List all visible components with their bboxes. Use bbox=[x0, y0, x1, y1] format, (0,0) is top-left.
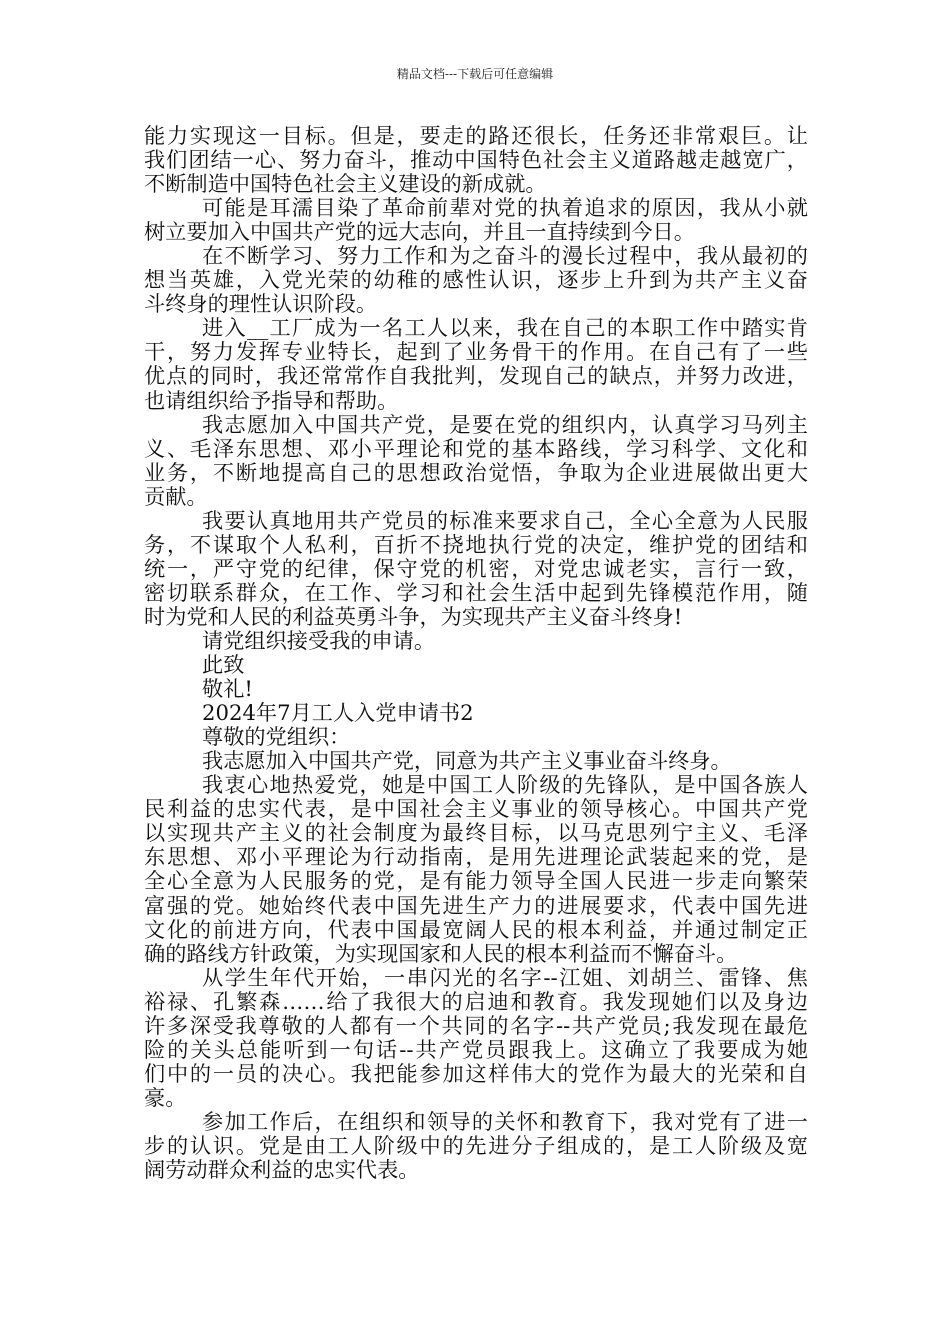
text-line: 密切联系群众，在工作、学习和社会生活中起到先锋模范作用，随 bbox=[144, 579, 808, 605]
text-line: 我志愿加入中国共产党，是要在党的组织内，认真学习马列主 bbox=[202, 411, 808, 437]
text-line: 以实现共产主义的社会制度为最终目标，以马克思列宁主义、毛泽 bbox=[144, 820, 808, 846]
text-line: 我要认真地用共产党员的标准来要求自己，全心全意为人民服 bbox=[202, 507, 808, 533]
text-line: 尊敬的党组织： bbox=[202, 724, 351, 750]
text-line: 不断制造中国特色社会主义建设的新成就。 bbox=[144, 171, 547, 197]
text-line: 阔劳动群众利益的忠实代表。 bbox=[144, 1157, 420, 1183]
text-line: 全心全意为人民服务的党，是有能力领导全国人民进一步走向繁荣 bbox=[144, 868, 808, 894]
page-header: 精品文档---下载后可任意编辑 bbox=[396, 67, 554, 81]
text-line: 敬礼! bbox=[202, 676, 253, 702]
text-line: 富强的党。她始终代表中国先进生产力的进展要求，代表中国先进 bbox=[144, 892, 808, 918]
text-line: 豪。 bbox=[144, 1084, 187, 1110]
text-line: 裕禄、孔繁森……给了我很大的启迪和教育。我发现她们以及身边 bbox=[144, 988, 808, 1014]
text-line: 文化的前进方向，代表中国最宽阔人民的根本利益，并通过制定正 bbox=[144, 916, 808, 942]
text-line: 此致 bbox=[202, 652, 245, 678]
text-line: 时为党和人民的利益英勇斗争，为实现共产主义奋斗终身! bbox=[144, 603, 683, 629]
text-line: 东思想、邓小平理论为行动指南，是用先进理论武装起来的党，是 bbox=[144, 844, 808, 870]
text-line: 2024年7月工人入党申请书2 bbox=[202, 700, 474, 726]
text-line: 步的认识。党是由工人阶级中的先进分子组成的，是工人阶级及宽 bbox=[144, 1132, 808, 1158]
text-line: 许多深受我尊敬的人都有一个共同的名字--共产党员;我发现在最危 bbox=[144, 1012, 808, 1038]
text-line: 贡献。 bbox=[144, 483, 208, 509]
text-line: 义、毛泽东思想、邓小平理论和党的基本路线，学习科学、文化和 bbox=[144, 435, 808, 461]
text-line: 优点的同时，我还常常作自我批判，发现自己的缺点，并努力改进， bbox=[144, 363, 808, 389]
text-line: 也请组织给予指导和帮助。 bbox=[144, 387, 399, 413]
text-line: 能力实现这一目标。但是，要走的路还很长，任务还非常艰巨。让 bbox=[144, 123, 808, 148]
text-line: 可能是耳濡目染了革命前辈对党的执着追求的原因，我从小就 bbox=[202, 195, 808, 221]
text-line: 我衷心地热爱党，她是中国工人阶级的先锋队，是中国各族人 bbox=[202, 772, 808, 798]
document-body bbox=[144, 124, 808, 1182]
text-line: 们中的一员的决心。我把能参加这样伟大的党作为最大的光荣和自 bbox=[144, 1060, 808, 1086]
text-line: 参加工作后，在组织和领导的关怀和教育下，我对党有了进一 bbox=[202, 1108, 808, 1134]
text-line: 请党组织接受我的申请。 bbox=[202, 627, 436, 653]
text-line: 树立要加入中国共产党的远大志向，并且一直持续到今日。 bbox=[144, 219, 695, 245]
text-line: 在不断学习、努力工作和为之奋斗的漫长过程中，我从最初的 bbox=[202, 243, 808, 269]
text-line: 从学生年代开始，一串闪光的名字--江姐、刘胡兰、雷锋、焦 bbox=[202, 964, 808, 990]
text-line: 进入__工厂成为一名工人以来，我在自己的本职工作中踏实肯 bbox=[202, 315, 808, 341]
text-line: 干，努力发挥专业特长，起到了业务骨干的作用。在自己有了一些 bbox=[144, 339, 808, 365]
text-line: 我们团结一心、努力奋斗，推动中国特色社会主义道路越走越宽广， bbox=[144, 147, 808, 173]
text-line: 确的路线方针政策，为实现国家和人民的根本利益而不懈奋斗。 bbox=[144, 940, 738, 966]
text-line: 务，不谋取个人私利，百折不挠地执行党的决定，维护党的团结和 bbox=[144, 531, 808, 557]
text-line: 想当英雄，入党光荣的幼稚的感性认识，逐步上升到为共产主义奋 bbox=[144, 267, 808, 293]
text-line: 民利益的忠实代表，是中国社会主义事业的领导核心。中国共产党 bbox=[144, 796, 808, 822]
text-line: 险的关头总能听到一句话--共产党员跟我上。这确立了我要成为她 bbox=[144, 1036, 808, 1062]
text-line: 业务，不断地提高自己的思想政治觉悟，争取为企业进展做出更大 bbox=[144, 459, 808, 485]
text-line: 我志愿加入中国共产党，同意为共产主义事业奋斗终身。 bbox=[202, 748, 732, 774]
text-line: 斗终身的理性认识阶段。 bbox=[144, 291, 378, 317]
text-line: 统一，严守党的纪律，保守党的机密，对党忠诚老实，言行一致， bbox=[144, 555, 808, 581]
